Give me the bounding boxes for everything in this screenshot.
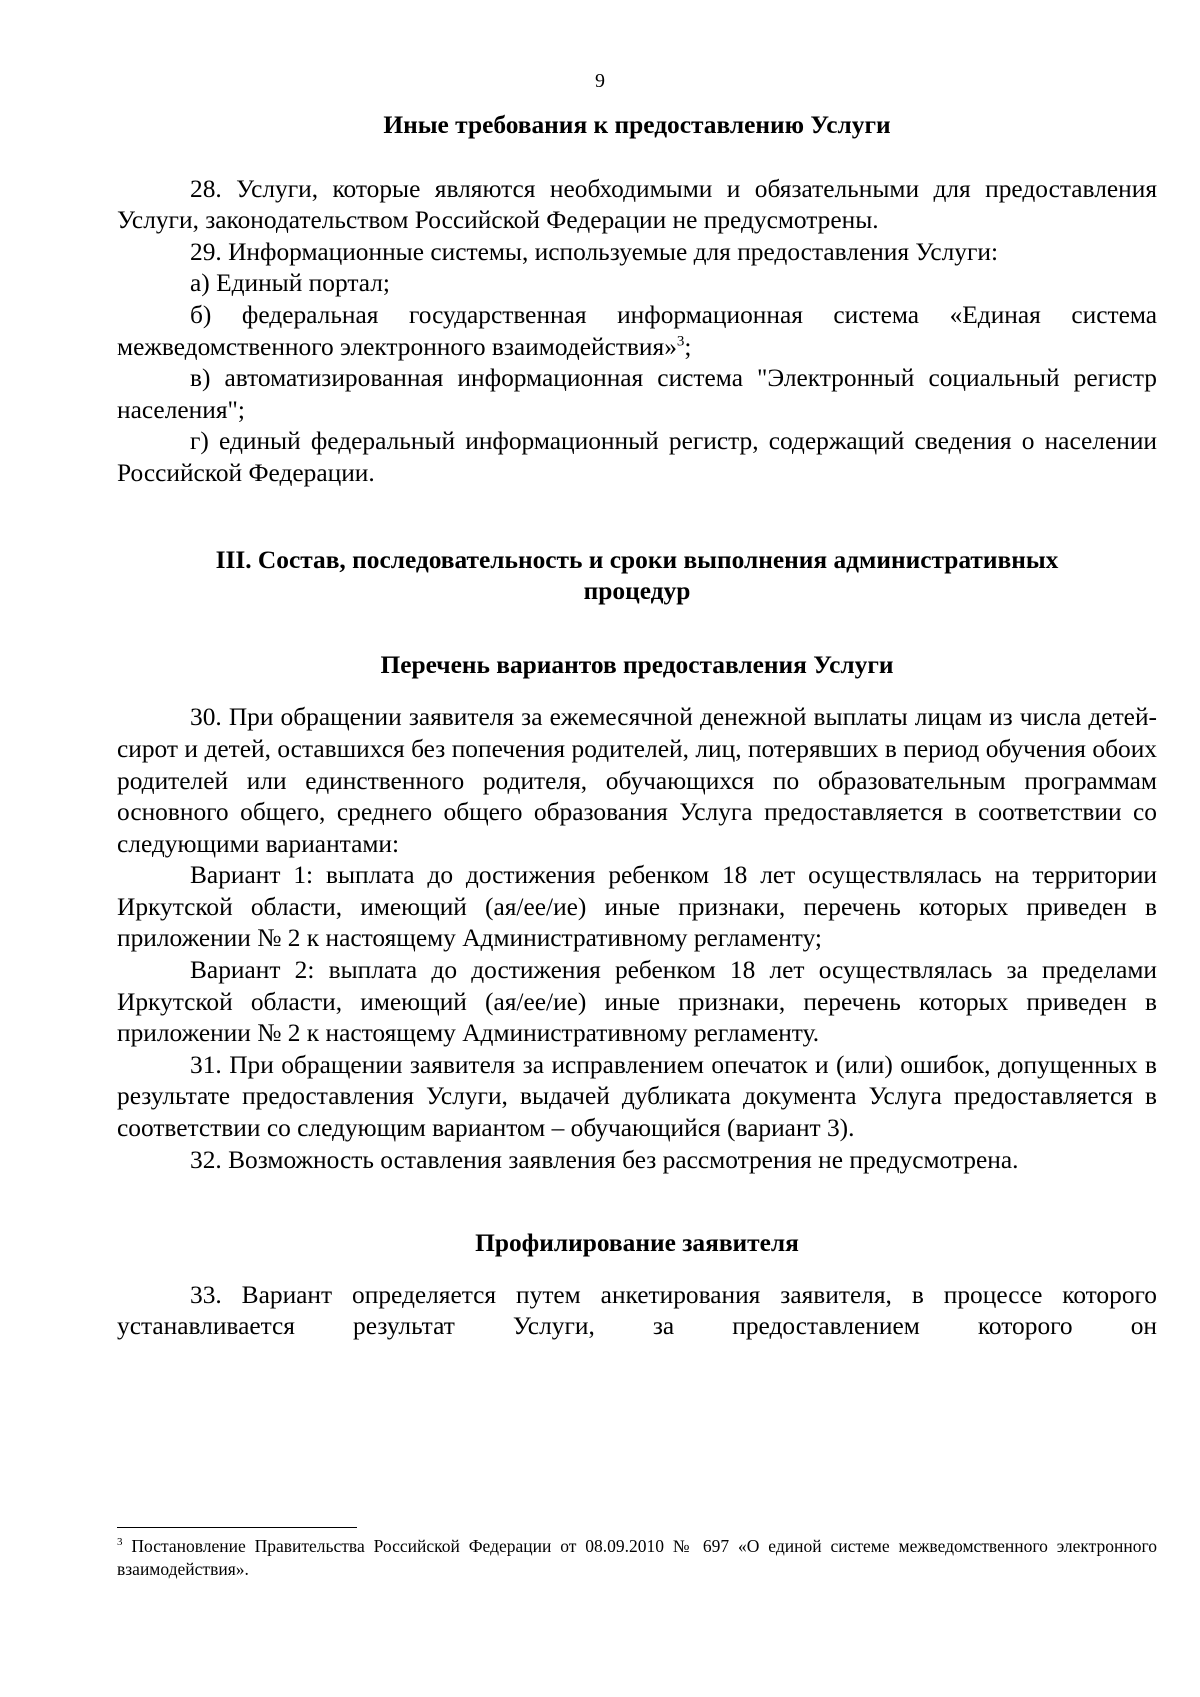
paragraph-33: 33. Вариант определяется путем анкетирования заявителя, в процессе которого устанавливается результат Услуги, за предоставлением которого он [117,1280,1157,1341]
page-number: 9 [595,70,605,92]
paragraph-31: 31. При обращении заявителя за исправлением опечаток и (или) ошибок, допущенных в результате предоставления Услуги, выдачей дубликата документа Услуга предоставляется в соответствии со следующим вариантом – обучающийся (вариант 3). [117,1050,1157,1143]
variant-1: Вариант 1: выплата до достижения ребенком 18 лет осуществлялась на территории Иркутской области, имеющий (ая/ее/ие) иные признаки, перечень которых приведен в приложении № 2 к настоящему Административному регламенту; [117,861,1157,953]
heading-variants: Перечень вариантов предоставления Услуги [380,650,894,679]
section-3-heading-line1: III. Состав, последовательность и сроки выполнения административных [215,545,1059,574]
footnote-text: Постановление Правительства Российской Федерации от 08.09.2010 № 697 «О единой системе межведомственного электронного взаимодействия». [117,1536,1157,1579]
paragraph-28: 28. Услуги, которые являются необходимыми и обязательными для предоставления Услуги, законодательством Российской Федерации не предусмотрены. [117,174,1157,235]
variant-2: Вариант 2: выплата до достижения ребенком 18 лет осуществлялась за пределами Иркутской области, имеющий (ая/ее/ие) иные признаки, перечень которых приведен в приложении № 2 к настоящему Административному регламенту. [117,956,1157,1048]
list-item-g: г) единый федеральный информационный регистр, содержащий сведения о населении Российской Федерации. [117,427,1157,487]
footnote-separator [117,1527,357,1528]
footnote-ref: 3 [676,333,685,350]
page-body [117,110,1157,1343]
list-item-v: в) автоматизированная информационная система "Электронный социальный регистр населения"; [117,364,1157,424]
section-3-heading-line2: процедур [583,577,691,606]
footnote-mark: 3 [117,1536,123,1549]
paragraph-29: 29. Информационные системы, используемые для предоставления Услуги: [190,237,999,266]
footnote [117,1535,1157,1581]
list-item-b [117,300,1157,363]
list-item-b-text: б) федеральная государственная информационная система «Единая система межведомственного электронного взаимодействия» [117,300,1157,361]
heading-other-requirements: Иные требования к предоставлению Услуги [383,111,891,139]
heading-profiling: Профилирование заявителя [475,1229,799,1258]
list-item-b-end: ; [684,332,692,361]
list-item-a: а) Единый портал; [190,269,390,298]
paragraph-32: 32. Возможность оставления заявления без рассмотрения не предусмотрена. [190,1145,1019,1174]
paragraph-30: 30. При обращении заявителя за ежемесячной денежной выплаты лицам из числа детей-сирот и детей, оставшихся без попечения родителей, лиц, потерявших в период обучения обоих родителей или единственного родителя, обучающихся по образовательным программам основного общего, среднего общего образования Услуга предоставляется в соответствии со следующими вариантами: [117,703,1157,858]
